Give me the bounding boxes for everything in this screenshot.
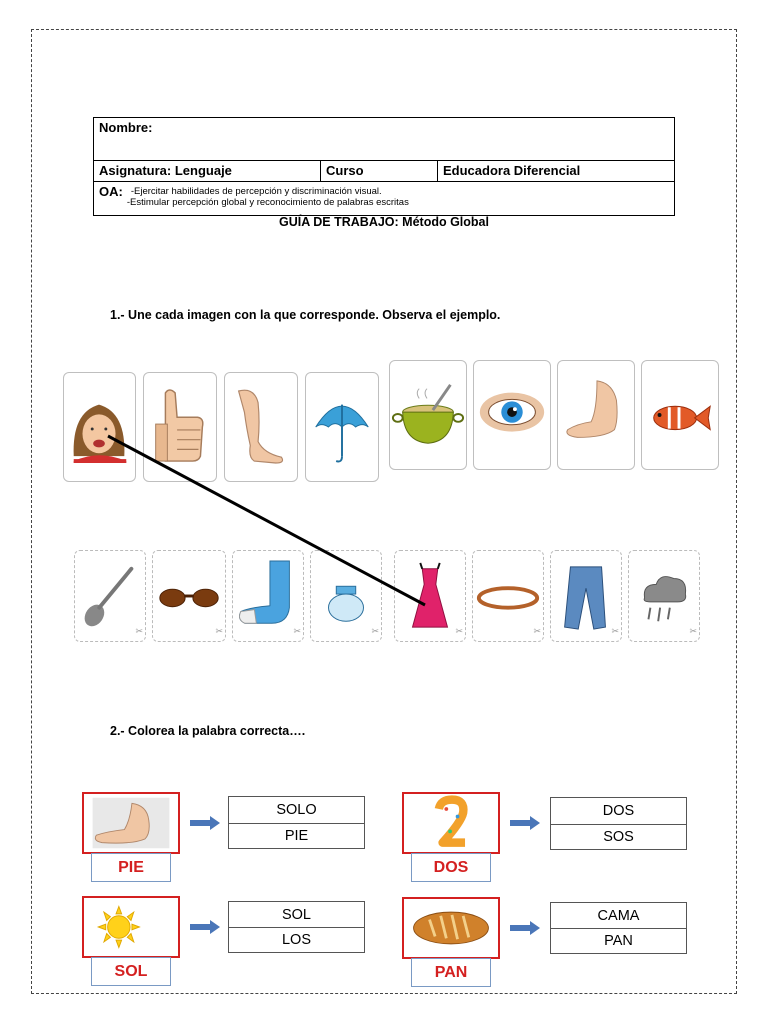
sunglasses-image[interactable] bbox=[152, 550, 226, 642]
word-options bbox=[550, 902, 687, 954]
jar-image[interactable] bbox=[310, 550, 382, 642]
arrow-icon bbox=[188, 815, 222, 831]
girl-mouth-image[interactable] bbox=[63, 372, 136, 482]
leg-image[interactable] bbox=[224, 372, 298, 482]
umbrella-image[interactable] bbox=[305, 372, 379, 482]
curso-cell: Curso bbox=[321, 161, 438, 182]
word-label: PAN bbox=[411, 958, 491, 987]
arrow-icon bbox=[508, 815, 542, 831]
nombre-cell: Nombre: bbox=[94, 118, 675, 161]
scissors-icon: ✂ bbox=[371, 626, 379, 636]
spoon-image[interactable] bbox=[74, 550, 146, 642]
word-options bbox=[228, 901, 365, 953]
educadora-cell: Educadora Diferencial bbox=[438, 161, 675, 182]
arrow-icon bbox=[188, 919, 222, 935]
asignatura-cell: Asignatura: Lenguaje bbox=[94, 161, 321, 182]
scissors-icon: ✂ bbox=[455, 626, 463, 636]
foot-image[interactable] bbox=[557, 360, 635, 470]
ring-image[interactable] bbox=[472, 550, 544, 642]
word-option[interactable]: SOLO bbox=[276, 801, 317, 818]
word-label: SOL bbox=[91, 957, 171, 986]
pot-image[interactable] bbox=[389, 360, 467, 470]
oa-objective-1: -Ejercitar habilidades de percepción y discriminación visual. bbox=[130, 186, 382, 197]
word-label: PIE bbox=[91, 853, 171, 882]
oa-cell bbox=[94, 182, 675, 216]
word-option[interactable]: PAN bbox=[551, 928, 686, 953]
eye-image[interactable] bbox=[473, 360, 551, 470]
word-option[interactable]: LOS bbox=[229, 927, 364, 952]
oa-label: OA: bbox=[99, 184, 123, 199]
sock-image[interactable] bbox=[232, 550, 304, 642]
storm-cloud-image[interactable] bbox=[628, 550, 700, 642]
foot-picture-box bbox=[82, 792, 180, 854]
word-option[interactable]: SOS bbox=[551, 824, 686, 850]
word-options bbox=[550, 797, 687, 850]
word-option[interactable]: DOS bbox=[602, 802, 635, 819]
word-option[interactable]: CAMA bbox=[597, 907, 640, 924]
word-label: DOS bbox=[411, 853, 491, 882]
scissors-icon: ✂ bbox=[611, 626, 619, 636]
jeans-image[interactable] bbox=[550, 550, 622, 642]
header-table bbox=[93, 117, 675, 216]
fish-image[interactable] bbox=[641, 360, 719, 470]
sun-picture-box bbox=[82, 896, 180, 958]
bread-picture-box bbox=[402, 897, 500, 959]
question-1: 1.- Une cada imagen con la que corresponde. Observa el ejemplo. bbox=[110, 308, 501, 322]
scissors-icon: ✂ bbox=[215, 626, 223, 636]
oa-objective-2: -Estimular percepción global y reconocimiento de palabras escritas bbox=[126, 197, 409, 208]
two-picture-box bbox=[402, 792, 500, 854]
thumbs-up-image[interactable] bbox=[143, 372, 217, 482]
page-title: GUÍA DE TRABAJO: Método Global bbox=[279, 215, 489, 229]
dress-image[interactable] bbox=[394, 550, 466, 642]
arrow-icon bbox=[508, 920, 542, 936]
scissors-icon: ✂ bbox=[293, 626, 301, 636]
scissors-icon: ✂ bbox=[533, 626, 541, 636]
word-option[interactable]: SOL bbox=[281, 906, 311, 923]
question-2: 2.- Colorea la palabra correcta…. bbox=[110, 724, 306, 738]
scissors-icon: ✂ bbox=[135, 626, 143, 636]
word-options bbox=[228, 796, 365, 849]
scissors-icon: ✂ bbox=[689, 626, 697, 636]
word-option[interactable]: PIE bbox=[229, 823, 364, 849]
